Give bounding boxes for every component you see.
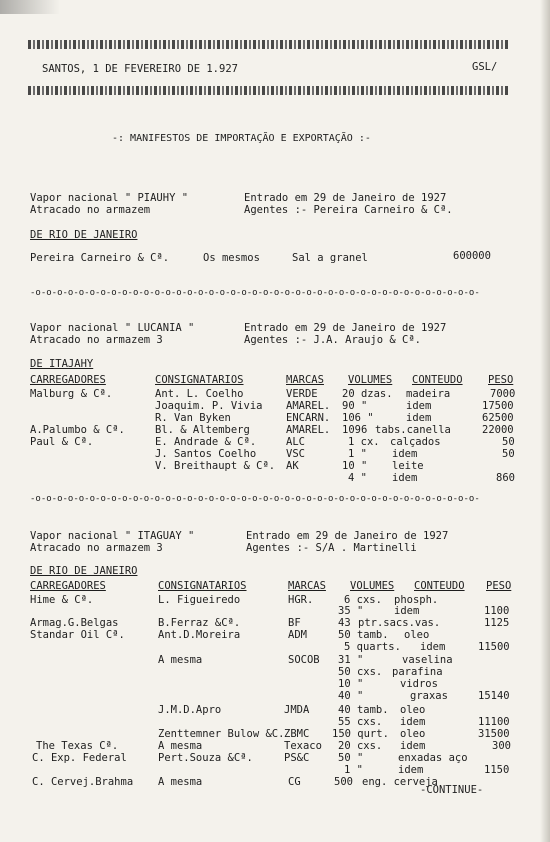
table-cell: 1 cx.: [348, 436, 380, 448]
table-cell: VERDE: [286, 388, 318, 400]
table-cell: A mesma: [158, 740, 203, 752]
table-cell: AK: [286, 460, 299, 472]
agents-line: Agentes :- S/A . Martinelli: [246, 542, 417, 554]
table-cell: 1150: [484, 764, 510, 776]
table-cell: 31 ": [338, 654, 364, 666]
table-cell: 40 tamb.: [338, 704, 389, 716]
scan-smudge: [0, 0, 60, 14]
berth-line: Atracado no armazem 3: [30, 542, 163, 554]
table-cell: 43: [338, 617, 351, 629]
column-header: PESO: [486, 580, 512, 592]
table-cell: graxas: [410, 690, 448, 702]
table-cell: Ant.D.Moreira: [158, 629, 241, 641]
table-cell: BF: [288, 617, 301, 629]
table-cell: idem: [400, 716, 426, 728]
table-cell: C. Cervej.Brahma: [32, 776, 134, 788]
table-cell: madeira: [406, 388, 451, 400]
table-cell: ZBMC: [284, 728, 310, 740]
table-cell: 40 ": [338, 690, 364, 702]
table-cell: J. Santos Coelho: [155, 448, 257, 460]
origin-label: DE RIO DE JANEIRO: [30, 565, 138, 577]
table-cell: 6 cxs.: [344, 594, 382, 606]
table-cell: JMDA: [284, 704, 310, 716]
table-cell: 50: [502, 436, 515, 448]
document-title: -: MANIFESTOS DE IMPORTAÇÃO E EXPORTAÇÃO :-: [112, 133, 371, 144]
table-cell: 22000: [482, 424, 514, 436]
table-cell: Texaco: [284, 740, 322, 752]
table-cell: eng. cerveja: [362, 776, 438, 788]
table-cell: 11100: [478, 716, 510, 728]
table-cell: idem: [420, 641, 446, 653]
table-cell: Pert.Souza &Cª.: [158, 752, 253, 764]
vessel-line: Vapor nacional " ITAGUAY ": [30, 530, 195, 542]
column-header: CONSIGNATARIOS: [155, 374, 244, 386]
table-cell: Pereira Carneiro & Cª.: [30, 252, 170, 264]
table-cell: idem: [400, 740, 426, 752]
place-date: SANTOS, 1 DE FEVEREIRO DE 1.927: [42, 63, 238, 75]
table-cell: oleo: [404, 629, 430, 641]
table-cell: idem: [392, 448, 418, 460]
table-cell: ptr.sacs.vas.: [358, 617, 441, 629]
column-header: MARCAS: [288, 580, 326, 592]
table-cell: ADM: [288, 629, 307, 641]
table-cell: A mesma: [158, 776, 203, 788]
table-cell: parafina: [392, 666, 443, 678]
table-cell: idem: [392, 472, 418, 484]
table-cell: L. Figueiredo: [158, 594, 241, 606]
table-cell: 860: [496, 472, 515, 484]
table-cell: Zenttemner Bulow &C.: [158, 728, 285, 740]
table-cell: Hime & Cª.: [30, 594, 94, 606]
table-cell: leite: [392, 460, 424, 472]
table-cell: 106 ": [342, 412, 374, 424]
table-cell: V. Breithaupt & Cª.: [155, 460, 276, 472]
berth-line: Atracado no armazem: [30, 204, 151, 216]
table-cell: AMAREL.: [286, 424, 331, 436]
vessel-line: Vapor nacional " PIAUHY ": [30, 192, 189, 204]
table-cell: 150 qurt.: [332, 728, 389, 740]
table-cell: C. Exp. Federal: [32, 752, 127, 764]
table-cell: 300: [492, 740, 511, 752]
table-cell: idem: [394, 605, 420, 617]
table-cell: phosph.: [394, 594, 439, 606]
table-cell: vaselina: [402, 654, 453, 666]
table-cell: HGR.: [288, 594, 314, 606]
entry-line: Entrado em 29 de Janeiro de 1927: [244, 322, 447, 334]
table-cell: oleo: [400, 704, 426, 716]
table-cell: 1100: [484, 605, 510, 617]
table-cell: idem: [406, 400, 432, 412]
table-cell: Ant. L. Coelho: [155, 388, 244, 400]
table-cell: 90 ": [342, 400, 368, 412]
table-cell: 20 cxs.: [338, 740, 383, 752]
table-cell: Armag.G.Belgas: [30, 617, 119, 629]
top-decorative-rule: [28, 40, 510, 49]
table-cell: Os mesmos: [203, 252, 260, 264]
table-cell: A.Palumbo & Cª.: [30, 424, 125, 436]
table-cell: 31500: [478, 728, 510, 740]
table-cell: 4 ": [348, 472, 367, 484]
table-cell: R. Van Byken: [155, 412, 231, 424]
table-cell: 1 ": [348, 448, 367, 460]
column-header: CONSIGNATARIOS: [158, 580, 247, 592]
separator: -o-o-o-o-o-o-o-o-o-o-o-o-o-o-o-o-o-o-o-o-o-o-o-o-o-o-o-o-o-o-o-o-o-o-o-o-o-o-o-o-o-: [30, 288, 480, 298]
table-cell: VSC: [286, 448, 305, 460]
separator: -o-o-o-o-o-o-o-o-o-o-o-o-o-o-o-o-o-o-o-o-o-o-o-o-o-o-o-o-o-o-o-o-o-o-o-o-o-o-o-o-o-: [30, 494, 480, 504]
table-cell: 50 tamb.: [338, 629, 389, 641]
column-header: CARREGADORES: [30, 580, 106, 592]
table-cell: 15140: [478, 690, 510, 702]
table-cell: 35 ": [338, 605, 364, 617]
table-cell: enxadas aço: [398, 752, 468, 764]
table-cell: Bl. & Altemberg: [155, 424, 250, 436]
continue-note: -CONTINUE-: [420, 784, 484, 796]
table-cell: 500: [334, 776, 353, 788]
table-cell: 20 dzas.: [342, 388, 393, 400]
table-cell: B.Ferraz &Cª.: [158, 617, 241, 629]
table-cell: 10 ": [342, 460, 368, 472]
table-cell: E. Andrade & Cª.: [155, 436, 257, 448]
table-cell: 1125: [484, 617, 510, 629]
table-cell: Joaquim. P. Vivia: [155, 400, 263, 412]
table-cell: Paul & Cª.: [30, 436, 94, 448]
column-header: VOLUMES: [348, 374, 393, 386]
table-cell: 1096: [342, 424, 368, 436]
column-header: CONTEUDO: [414, 580, 465, 592]
table-cell: 55 cxs.: [338, 716, 383, 728]
table-cell: SOCOB: [288, 654, 320, 666]
table-cell: 11500: [478, 641, 510, 653]
agents-line: Agentes :- J.A. Araujo & Cª.: [244, 334, 422, 346]
column-header: CONTEUDO: [412, 374, 463, 386]
table-cell: CG: [288, 776, 301, 788]
table-cell: 50 cxs.: [338, 666, 383, 678]
agents-line: Agentes :- Pereira Carneiro & Cª.: [244, 204, 453, 216]
table-cell: 50 ": [338, 752, 364, 764]
table-cell: 600000: [453, 250, 491, 262]
table-cell: Standar Oil Cª.: [30, 629, 125, 641]
table-cell: 50: [502, 448, 515, 460]
table-cell: ALC: [286, 436, 305, 448]
table-cell: The Texas Cª.: [36, 740, 119, 752]
table-cell: Malburg & Cª.: [30, 388, 113, 400]
table-cell: J.M.D.Apro: [158, 704, 222, 716]
entry-line: Entrado em 29 de Janeiro de 1927: [246, 530, 449, 542]
bottom-decorative-rule: [28, 86, 510, 95]
column-header: PESO: [488, 374, 514, 386]
berth-line: Atracado no armazem 3: [30, 334, 163, 346]
table-cell: 1 ": [344, 764, 363, 776]
table-cell: 7000: [490, 388, 516, 400]
table-cell: oleo: [400, 728, 426, 740]
vessel-line: Vapor nacional " LUCANIA ": [30, 322, 195, 334]
column-header: MARCAS: [286, 374, 324, 386]
table-cell: tabs.canella: [375, 424, 451, 436]
origin-label: DE RIO DE JANEIRO: [30, 229, 138, 241]
column-header: CARREGADORES: [30, 374, 106, 386]
table-cell: idem: [406, 412, 432, 424]
table-cell: vidros: [400, 678, 438, 690]
table-cell: ENCARN.: [286, 412, 331, 424]
table-cell: 62500: [482, 412, 514, 424]
entry-line: Entrado em 29 de Janeiro de 1927: [244, 192, 447, 204]
document-code: GSL/: [472, 61, 498, 73]
table-cell: idem: [398, 764, 424, 776]
column-header: VOLUMES: [350, 580, 395, 592]
table-cell: Sal a granel: [292, 252, 368, 264]
table-cell: AMAREL.: [286, 400, 331, 412]
table-cell: PS&C: [284, 752, 310, 764]
table-cell: 5 quarts.: [344, 641, 401, 653]
table-cell: calçados: [390, 436, 441, 448]
origin-label: DE ITAJAHY: [30, 358, 94, 370]
table-cell: 10 ": [338, 678, 364, 690]
page-edge-shadow: [540, 0, 550, 842]
table-cell: A mesma: [158, 654, 203, 666]
table-cell: 17500: [482, 400, 514, 412]
